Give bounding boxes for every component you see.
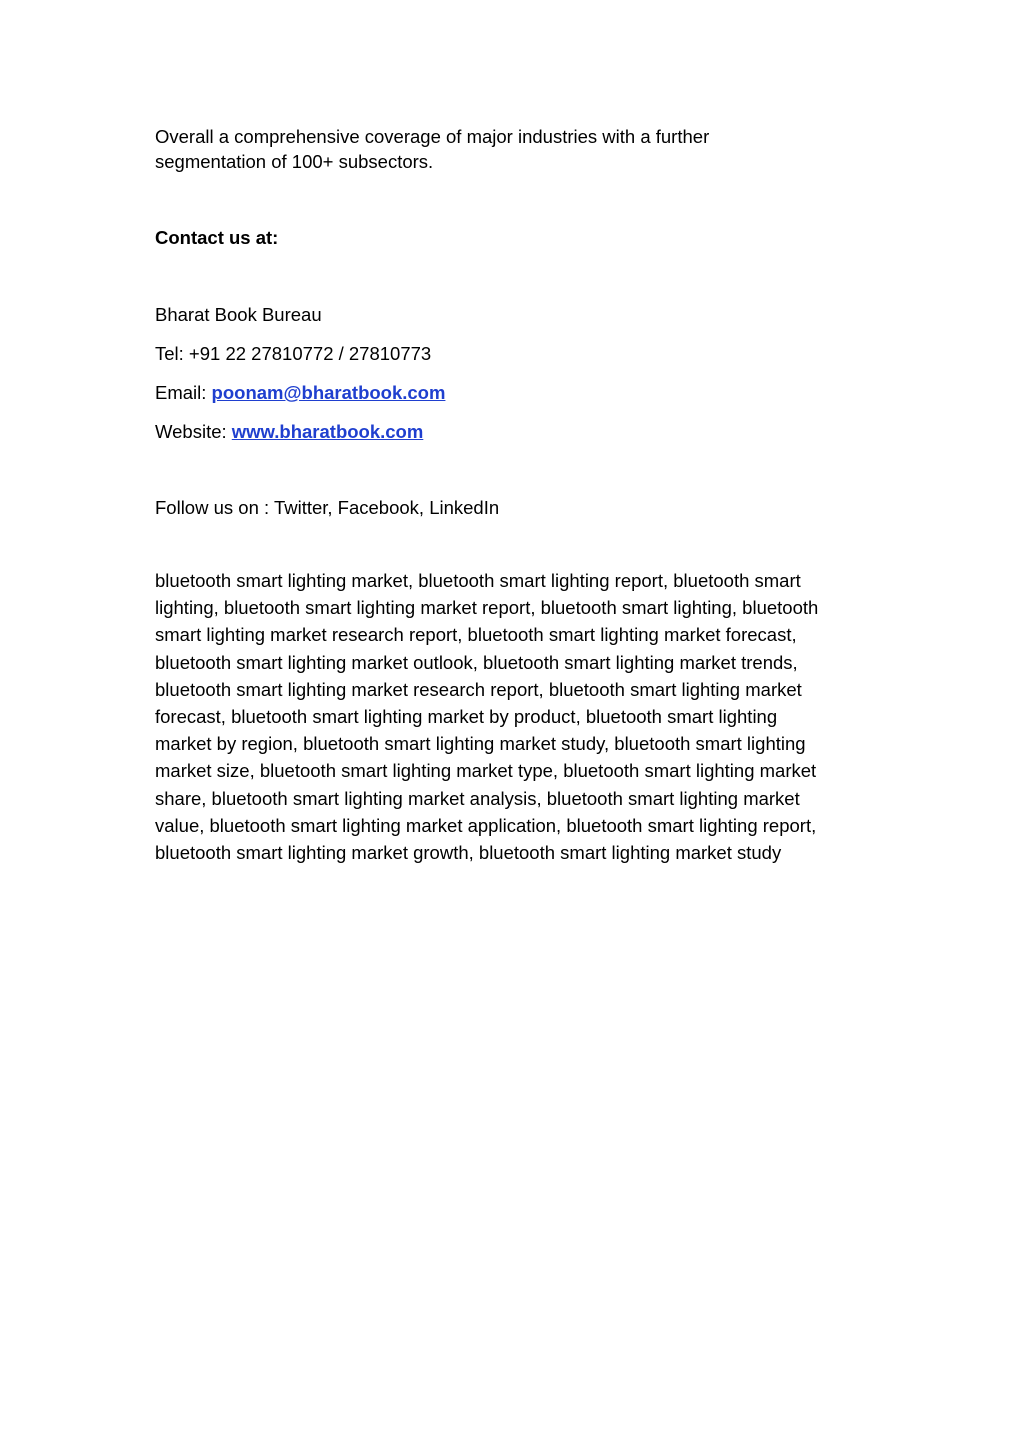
keywords-line: value, bluetooth smart lighting market application, bluetooth smart lighting report, [155, 814, 817, 836]
website-label: Website: [155, 421, 232, 442]
keywords-paragraph [155, 567, 875, 866]
keywords-line: bluetooth smart lighting market growth, bluetooth smart lighting market study [155, 842, 782, 864]
keywords-line: market size, bluetooth smart lighting market type, bluetooth smart lighting market [155, 760, 817, 782]
email-link[interactable]: poonam@bharatbook.com [211, 382, 446, 403]
company-name: Bharat Book Bureau [155, 304, 322, 325]
intro-line-2: segmentation of 100+ subsectors. [155, 151, 434, 172]
keywords-line: bluetooth smart lighting market outlook, bluetooth smart lighting market trends, [155, 651, 798, 673]
intro-line-1: Overall a comprehensive coverage of major industries with a further [155, 126, 710, 147]
email-line [155, 380, 445, 405]
website-line [155, 419, 423, 444]
keywords-line: market by region, bluetooth smart lighting market study, bluetooth smart lighting [155, 733, 806, 755]
follow-us-line: Follow us on : Twitter, Facebook, LinkedIn [155, 497, 500, 518]
contact-heading: Contact us at: [155, 227, 279, 248]
keywords-line: forecast, bluetooth smart lighting market by product, bluetooth smart lighting [155, 706, 778, 728]
keywords-line: share, bluetooth smart lighting market analysis, bluetooth smart lighting market [155, 787, 800, 809]
keywords-line: smart lighting market research report, bluetooth smart lighting market forecast, [155, 624, 797, 646]
email-label: Email: [155, 382, 212, 403]
intro-paragraph [155, 124, 775, 174]
keywords-line: lighting, bluetooth smart lighting market report, bluetooth smart lighting, bluetooth [155, 597, 819, 619]
telephone-line: Tel: +91 22 27810772 / 27810773 [155, 343, 432, 364]
keywords-line: bluetooth smart lighting market research report, bluetooth smart lighting market [155, 678, 802, 700]
website-link[interactable]: www.bharatbook.com [231, 421, 424, 442]
keywords-line: bluetooth smart lighting market, bluetooth smart lighting report, bluetooth smart [155, 570, 801, 591]
